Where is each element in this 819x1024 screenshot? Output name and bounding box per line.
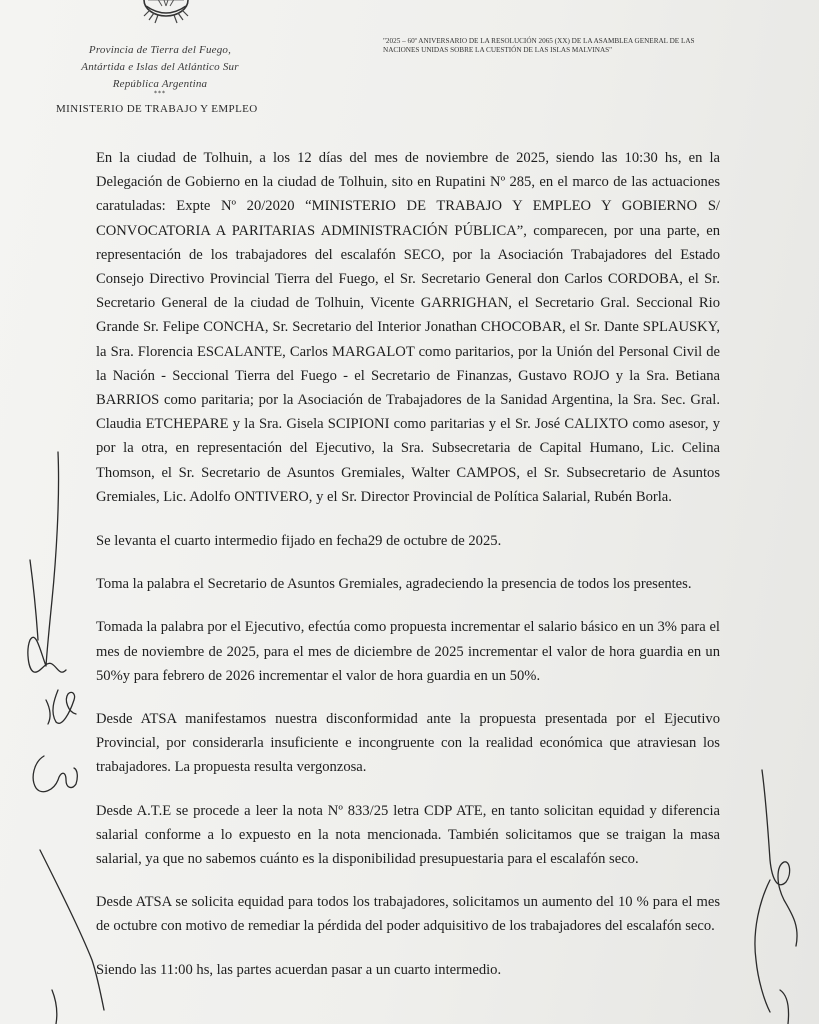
signature-mark	[30, 560, 38, 640]
paragraph-executive-proposal: Tomada la palabra por el Ejecutivo, efectúa como propuesta incrementar el salario básico en un 3% para el mes de noviembre de 2025, para el mes de diciembre de 2025 incrementar el valor de hora guardia en un 50%y para febrero de 2026 incrementar el valor de hora guardia en un 50%.	[96, 619, 720, 684]
document-body	[96, 146, 720, 1001]
paragraph-recess-lifted: Se levanta el cuarto intermedio fijado en fecha29 de octubre de 2025.	[96, 533, 502, 550]
signature-mark	[53, 690, 76, 723]
signature-mark	[52, 990, 57, 1024]
paragraph-ate-response: Desde A.T.E se procede a leer la nota Nº 833/25 letra CDP ATE, en tanto solicitan equidad y diferencia salarial conforme a lo expuesto en la nota mencionada. También solicitamos que se traigan la masa salarial, ya que no sabemos cuánto es la disponibilidad presupuestaria para el escalafón seco.	[96, 802, 720, 868]
paragraph-attendance: En la ciudad de Tolhuin, a los 12 días del mes de noviembre de 2025, siendo las 10:30 hs, en la Delegación de Gobierno en la ciudad de Tolhuin, sito en Rupatini Nº 285, en el marco de las actuaciones caratuladas: Expte Nº 20/2020 “MINISTERIO DE TRABAJO Y EMPLEO Y GOBIERNO S/ CONVOCATORIA A PARITARIAS ADMINISTRACIÓN PÚBLICA”, comparecen, por una parte, en representación de los trabajadores del escalafón SECO, por la Asociación Trabajadores del Estado Consejo Directivo Provincial Tierra del Fuego, el Sr. Secretario General don Carlos CORDOBA, el Sr. Secretario General de la ciudad de Tolhuin, Vicente GARRIGHAN, el Secretario Gral. Seccional Rio Grande Sr. Felipe CONCHA, Sr. Secretario del Interior Jonathan CHOCOBAR, el Sr. Dante SPLAUSKY, la Sra. Florencia ESCALANTE, Carlos MARGALOT como paritarios, por la Unión del Personal Civil de la Nación - Seccional Tierra del Fuego - el Secretario de Finanzas, Gustavo ROJO y la Sra. Betiana BARRIOS como paritaria; por la Asociación de Trabajadores de la Sanidad Argentina, la Sra. Sec. Gral. Claudia ETCHEPARE y la Sra. Gisela SCIPIONI como paritarias y el Sr. José CALIXTO como asesor, y por la otra, en representación del Ejecutivo, la Sra. Subsecretaria de Capital Humano, Lic. Celina Thomson, el Sr. Secretario de Asuntos Gremiales, Walter CAMPOS, el Sr. Subsecretario de Asuntos Gremiales, Lic. Adolfo ONTIVERO, y el Sr. Director Provincial de Política Salarial, Rubén Borla.	[96, 150, 720, 505]
ministry-name: MINISTERIO DE TRABAJO Y EMPLEO	[56, 103, 258, 115]
signature-mark	[40, 850, 104, 1010]
paragraph-closing: Siendo las 11:00 hs, las partes acuerdan pasar a un cuarto intermedio.	[96, 961, 502, 978]
province-line: República Argentina	[112, 78, 208, 90]
province-letterhead	[60, 42, 260, 93]
paragraph-atsa-response: Desde ATSA manifestamos nuestra disconformidad ante la propuesta presentada por el Ejecutivo Provincial, por considerarla insuficiente e incongruente con la realidad económica que atraviesan los trabajadores. La propuesta resulta vergonzosa.	[96, 711, 720, 776]
paragraph-atsa-request: Desde ATSA se solicita equidad para todos los trabajadores, solicitamos un aumento del 10 % para el mes de octubre con motivo de remediar la pérdida del poder adquisitivo de los trabajadores del escalafón seco.	[96, 894, 720, 935]
signature-mark	[33, 756, 77, 792]
province-line: Provincia de Tierra del Fuego,	[88, 44, 232, 56]
signature-mark	[762, 770, 797, 946]
signature-mark	[755, 880, 770, 1012]
paragraph-opening: Toma la palabra el Secretario de Asuntos Gremiales, agradeciendo la presencia de todos los presentes.	[96, 576, 692, 593]
letterhead-stars: ***	[154, 90, 166, 97]
province-line: Antártida e Islas del Atlántico Sur	[81, 61, 239, 73]
signature-mark	[780, 990, 789, 1024]
signature-mark	[46, 700, 50, 724]
coat-of-arms-icon	[128, 0, 204, 28]
signature-mark	[28, 452, 66, 672]
anniversary-note: "2025 – 60º ANIVERSARIO DE LA RESOLUCIÓN 2065 (XX) DE LA ASAMBLEA GENERAL DE LAS NACIONES UNIDAS SOBRE LA CUESTIÓN DE LAS ISLAS MALVINAS"	[383, 37, 695, 54]
